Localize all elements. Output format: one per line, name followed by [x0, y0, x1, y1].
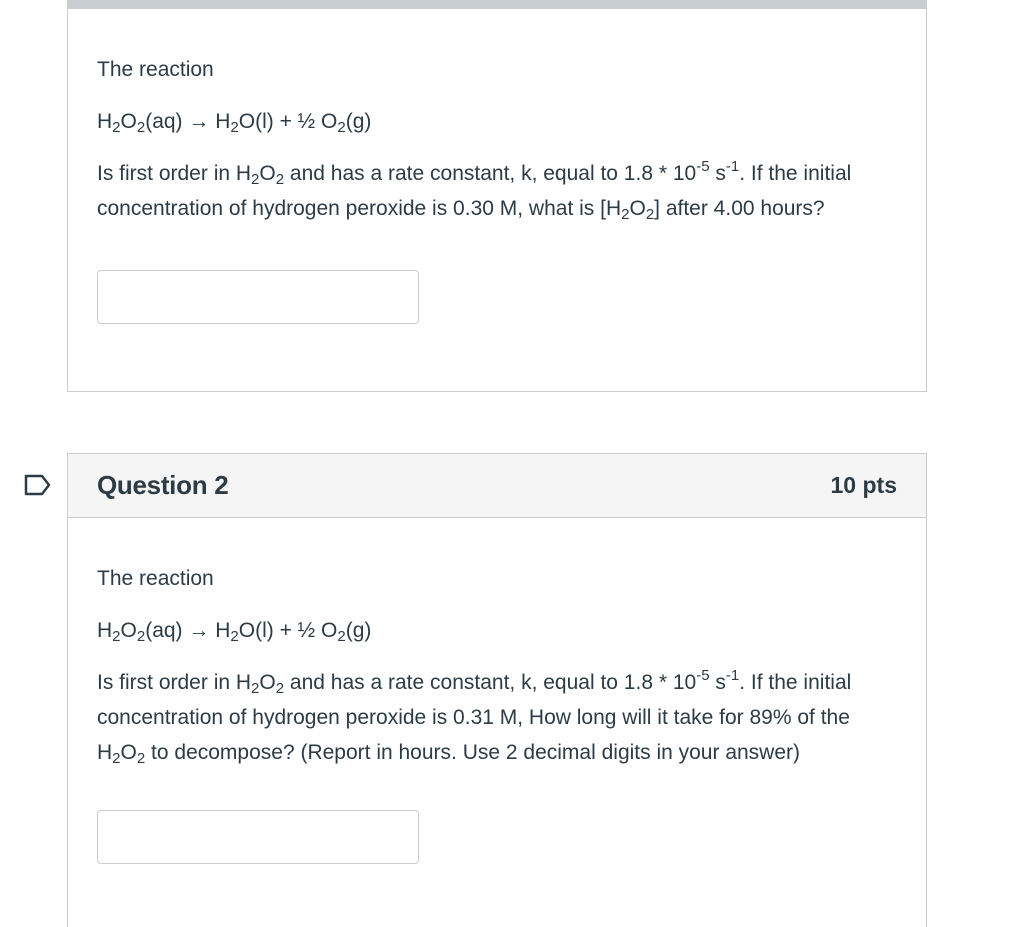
question-2-text: Is first order in $H_2O_2$ and has a rate constant, k, equal to $1.8 * 10^{-5}$ $s^{-1}$. If the initial concentration of hydrogen peroxide is 0.31 M, How long will it take for 89% of the $H_2O_2$ to decompose? (Report in hours. Use 2 decimal digits in your answer): [97, 667, 852, 767]
question-1-text: Is first order in $H_2O_2$ and has a rate constant, k, equal to $1.8 * 10^{-5}$ $s^{-1}$. If the initial concentration of hydrogen peroxide is 0.30 M, what is $[H_2O_2]$ after 4.00 hours?: [97, 158, 852, 223]
question-2-intro: The reaction: [97, 567, 214, 590]
bookmark-icon[interactable]: [24, 474, 52, 496]
question-2-points: 10 pts: [830, 472, 897, 498]
question-1-body: [68, 9, 926, 324]
question-2-header: [68, 454, 926, 518]
question-1-intro: The reaction: [97, 58, 214, 81]
question-2-body: [68, 518, 926, 864]
question-2-title: Question 2: [97, 470, 229, 500]
question-2-answer-input[interactable]: [97, 810, 419, 864]
question-2-equation: $H_2O_2(aq) \to H_2O(l)$ + ½ $O_2(g)$: [97, 619, 372, 645]
question-card-1: [67, 0, 927, 392]
question-card-2: [67, 453, 927, 927]
question-1-equation: $H_2O_2(aq) \to H_2O(l)$ + ½ $O_2(g)$: [97, 110, 372, 136]
question-1-answer-input[interactable]: [97, 270, 419, 324]
